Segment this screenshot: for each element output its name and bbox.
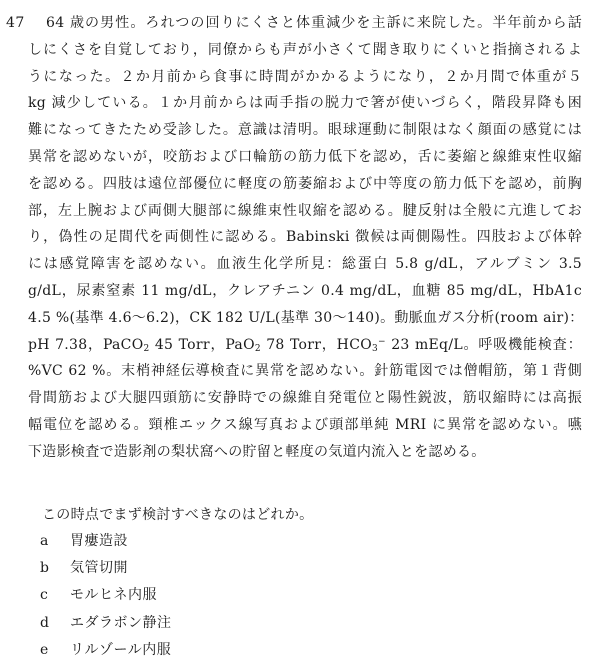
- option-text: モルヒネ内服: [70, 587, 157, 604]
- option-letter: a: [40, 533, 49, 549]
- option-text: 気管切開: [70, 560, 128, 577]
- stem-line: 幅電位を認める。頸椎エックス線写真および頭部単純 MRI に異常を認めない。嚥: [28, 416, 582, 433]
- option-text: エダラボン静注: [70, 614, 172, 631]
- answer-option-a[interactable]: [40, 531, 172, 558]
- stem-line: を認める。四肢は遠位部優位に軽度の筋萎縮および中等度の筋力低下を認め，前胸: [28, 175, 582, 192]
- stem-line: 部，左上腕および両側大腿部に線維束性収縮を認める。腱反射は全般に亢進してお: [28, 202, 582, 219]
- answer-option-d[interactable]: [40, 613, 172, 640]
- option-text: リルゾール内服: [70, 641, 172, 658]
- stem-line: り，偽性の足間代を両側性に認める。Babinski 徴候は両側陽性。四肢および体幹: [28, 229, 582, 246]
- answer-option-b[interactable]: [40, 558, 172, 585]
- stem-line: 異常を認めないが，咬筋および口輪筋の筋力低下を認め，舌に萎縮と線維束性収縮: [28, 148, 582, 165]
- question-number: 47: [6, 15, 25, 31]
- stem-line: 難になってきたため受診した。意識は清明。眼球運動に制限はなく顔面の感覚には: [28, 122, 582, 139]
- stem-line: kg 減少している。１か月前からは両手指の脱力で箸が使いづらく，階段昇降も困: [28, 95, 582, 112]
- answer-option-c[interactable]: [40, 585, 172, 612]
- option-letter: b: [40, 560, 49, 577]
- option-letter: d: [40, 614, 49, 631]
- answer-option-e[interactable]: [40, 640, 172, 667]
- stem-line-blood-gas: pH 7.38，PaCO$_2$ 45 Torr，PaO$_2$ 78 Torr，$HCO_3^-$ 23 mEq/L。呼吸機能検査：: [28, 336, 582, 354]
- option-letter: c: [40, 587, 48, 604]
- question-prompt: この時点でまず検討すべきなのはどれか。: [42, 507, 314, 523]
- stem-line: 4.5 %(基準 4.6〜6.2)，CK 182 U/L(基準 30〜140)。動脈血ガス分析(room air)：: [28, 309, 584, 326]
- stem-line: しにくさを自覚しており，同僚からも声が小さくて聞き取りにくいと指摘されるよ: [28, 41, 582, 58]
- stem-line: 下造影検査で造影剤の梨状窩への貯留と軽度の気道内流入とを認める。: [28, 443, 486, 460]
- option-letter: e: [40, 641, 49, 658]
- stem-line: g/dL，尿素窒素 11 mg/dL，クレアチニン 0.4 mg/dL，血糖 85 mg/dL，HbA1c: [28, 282, 582, 299]
- answer-options: [40, 531, 172, 667]
- option-text: 胃瘻造設: [70, 533, 128, 549]
- stem-line: には感覚障害を認めない。血液生化学所見：総蛋白 5.8 g/dL，アルブミン 3.5: [28, 256, 582, 273]
- stem-line: 64 歳の男性。ろれつの回りにくさと体重減少を主訴に来院した。半年前から話: [46, 15, 582, 31]
- stem-line: 骨間筋および大腿四頭筋に安静時での線維自発電位と陽性鋭波，筋収縮時には高振: [28, 390, 582, 407]
- question-stem: [28, 10, 582, 466]
- stem-line: うになった。２か月前から食事に時間がかかるようになり，２か月間で体重が５: [28, 68, 582, 85]
- stem-line: %VC 62 %。末梢神経伝導検査に異常を認めない。針筋電図では僧帽筋，第１背側: [28, 363, 582, 380]
